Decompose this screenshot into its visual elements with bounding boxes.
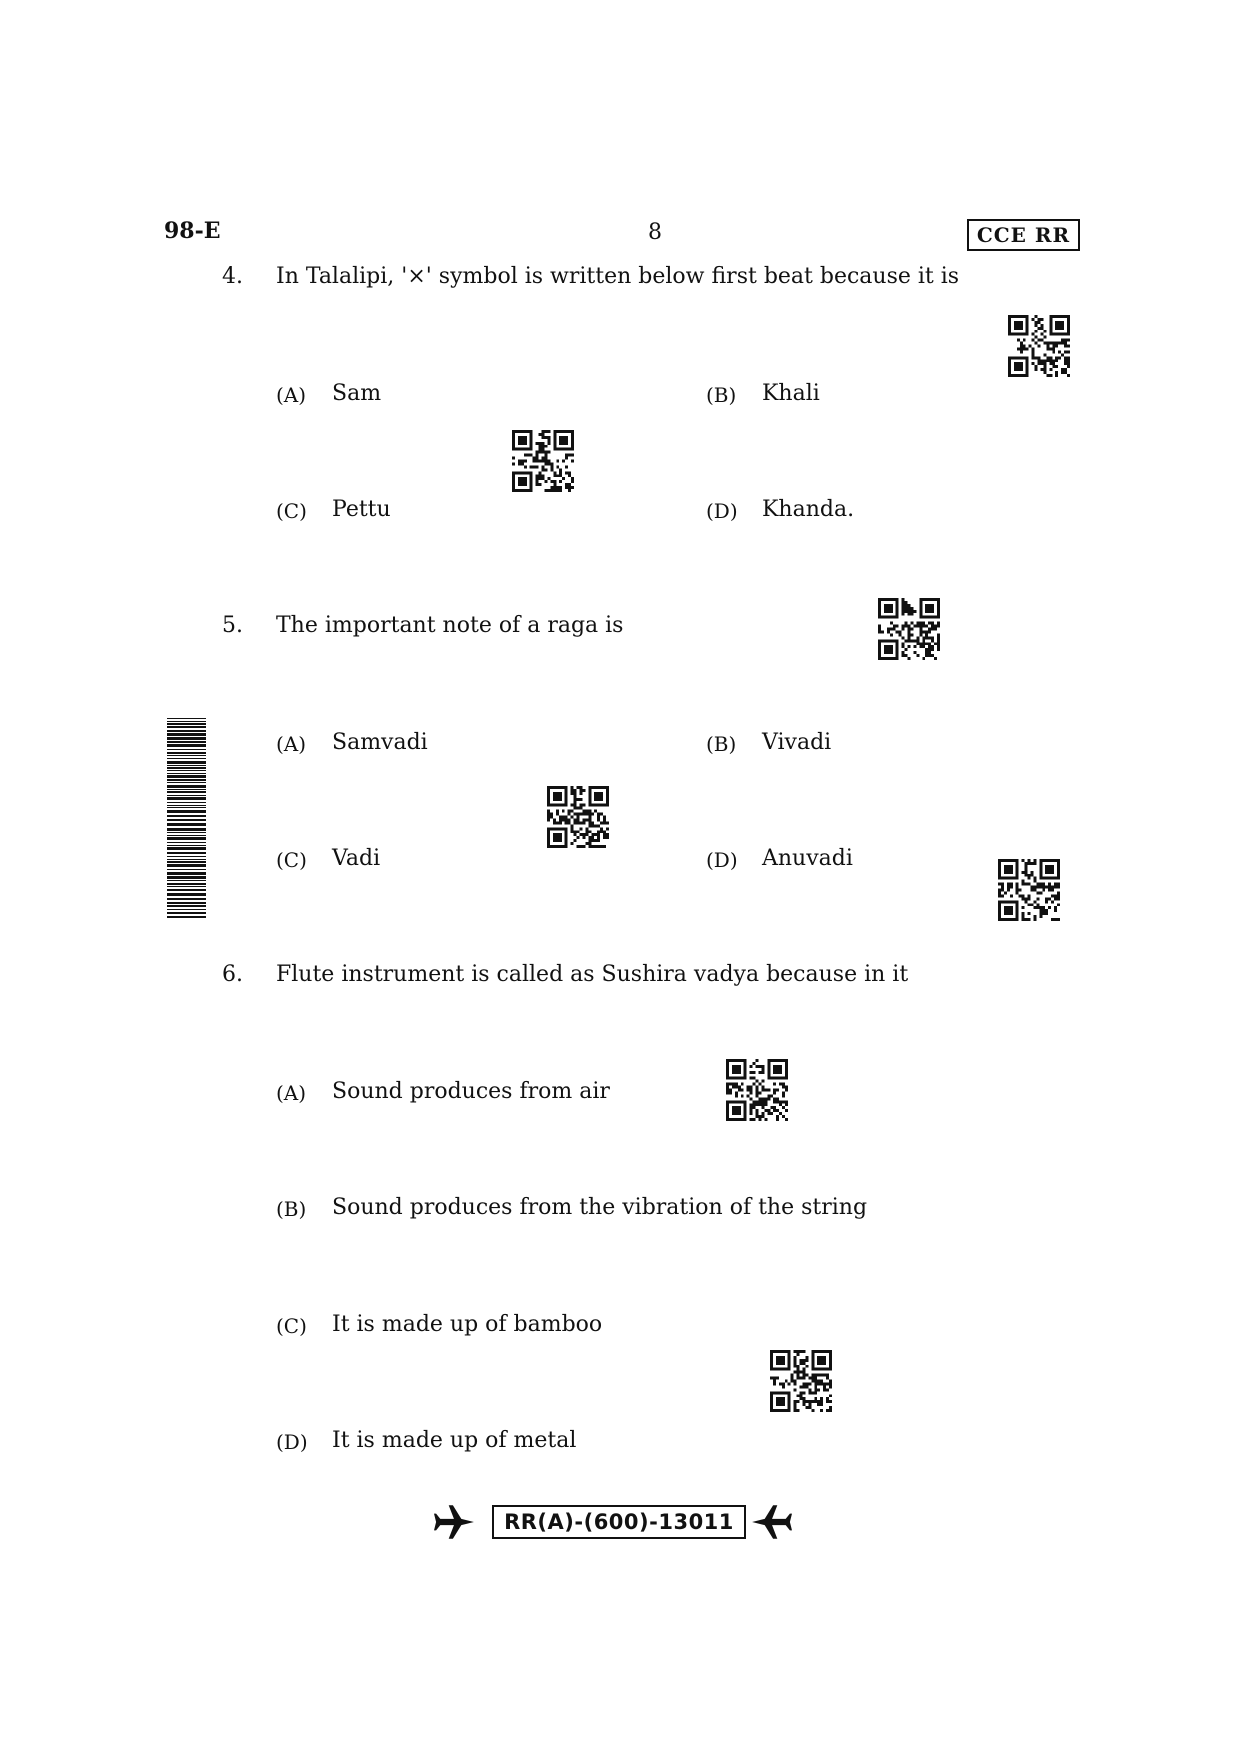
q6-option-d-letter: (D) bbox=[276, 1430, 308, 1454]
page-number: 8 bbox=[648, 220, 662, 245]
qr-code-icon bbox=[770, 1350, 832, 1412]
qr-code-icon bbox=[547, 786, 609, 848]
q5-option-b-text: Vivadi bbox=[762, 730, 832, 755]
q5-option-c-letter: (C) bbox=[276, 848, 307, 872]
question-text-4: In Talalipi, '×' symbol is written below first beat because it is bbox=[276, 264, 960, 289]
qr-code-icon bbox=[878, 598, 940, 660]
q6-option-a-letter: (A) bbox=[276, 1081, 307, 1105]
question-number-5: 5. bbox=[222, 613, 243, 638]
qr-code-icon bbox=[998, 859, 1060, 921]
airplane-right-icon bbox=[750, 1501, 792, 1543]
airplane-left-icon bbox=[434, 1501, 476, 1543]
q6-option-a-text: Sound produces from air bbox=[332, 1079, 610, 1104]
q4-option-d-text: Khanda. bbox=[762, 497, 855, 522]
q6-option-c-text: It is made up of bamboo bbox=[332, 1312, 603, 1337]
q5-option-d-letter: (D) bbox=[706, 848, 738, 872]
q6-option-d-text: It is made up of metal bbox=[332, 1428, 577, 1453]
q6-option-b-letter: (B) bbox=[276, 1197, 307, 1221]
q4-option-c-text: Pettu bbox=[332, 497, 391, 522]
question-number-4: 4. bbox=[222, 264, 243, 289]
q5-option-d-text: Anuvadi bbox=[762, 846, 853, 871]
q4-option-d-letter: (D) bbox=[706, 499, 738, 523]
qr-code-icon bbox=[512, 430, 574, 492]
barcode-icon bbox=[167, 718, 206, 920]
q4-option-b-letter: (B) bbox=[706, 383, 737, 407]
paper-code: 98-E bbox=[164, 218, 221, 244]
q6-option-b-text: Sound produces from the vibration of the string bbox=[332, 1195, 868, 1220]
series-box: CCE RR bbox=[967, 219, 1080, 251]
footer-paper-code: RR(A)-(600)-13011 bbox=[492, 1505, 746, 1539]
qr-code-icon bbox=[1008, 315, 1070, 377]
q4-option-c-letter: (C) bbox=[276, 499, 307, 523]
q4-option-a-text: Sam bbox=[332, 381, 382, 406]
q4-option-a-letter: (A) bbox=[276, 383, 307, 407]
question-text-6: Flute instrument is called as Sushira vadya because in it bbox=[276, 962, 909, 987]
q5-option-c-text: Vadi bbox=[332, 846, 381, 871]
q4-option-b-text: Khali bbox=[762, 381, 820, 406]
question-text-5: The important note of a raga is bbox=[276, 613, 624, 638]
qr-code-icon bbox=[726, 1059, 788, 1121]
question-number-6: 6. bbox=[222, 962, 243, 987]
q5-option-a-letter: (A) bbox=[276, 732, 307, 756]
q5-option-a-text: Samvadi bbox=[332, 730, 428, 755]
q6-option-c-letter: (C) bbox=[276, 1314, 307, 1338]
q5-option-b-letter: (B) bbox=[706, 732, 737, 756]
